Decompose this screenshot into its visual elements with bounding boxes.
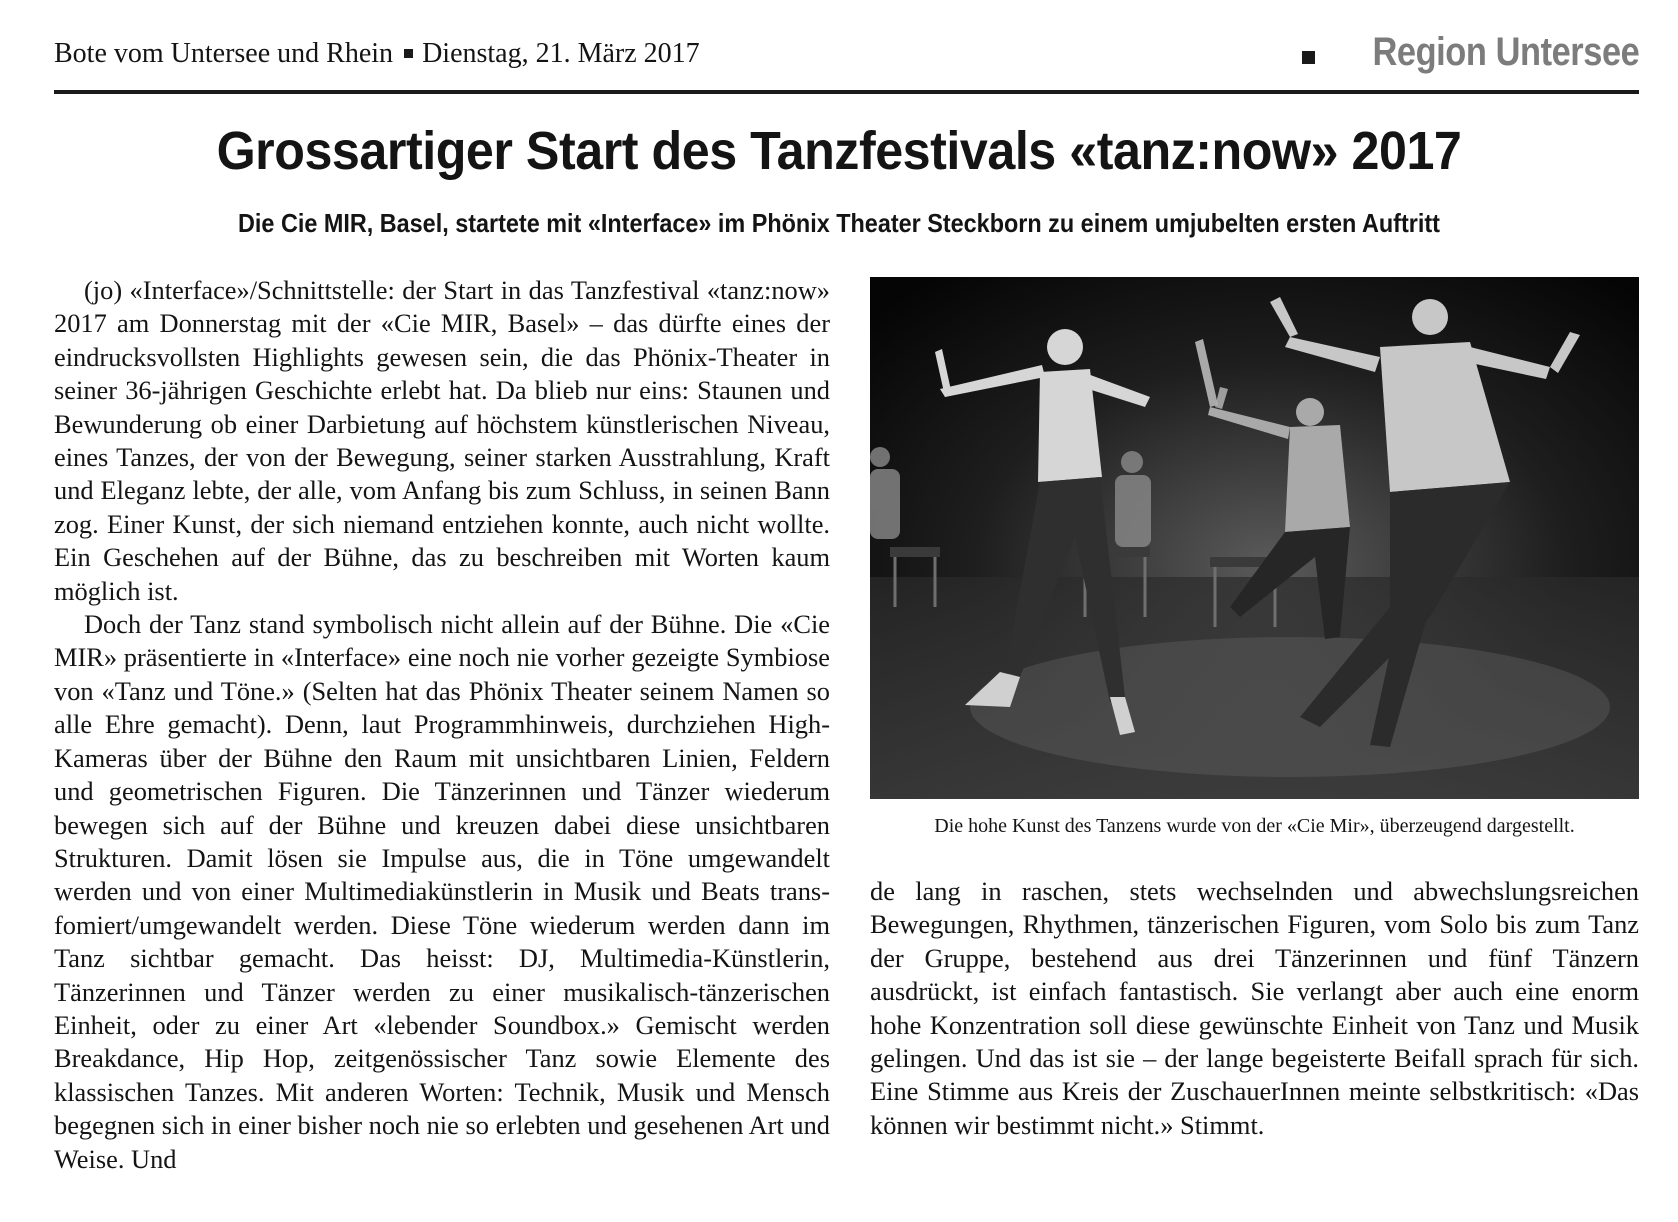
header-rule: [54, 90, 1639, 94]
article-paragraph: de lang in raschen, stets wechselnden und abwechslungsreichen Bewegungen, Rhythmen, tänzerischen Figuren, vom Solo bis zum Tanz der Gruppe, bestehend aus drei Tänzerinnen und fünf Tänzern ausdrückt, ist einfach fantastisch. Sie verlangt aber auch eine enorm hohe Konzentration soll diese gewünschte Einheit von Tanz und Musik gelingen. Und das ist sie – der lange begeisterte Beifall sprach für sich. Eine Stimme aus Kreis der ZuschauerInnen meinte selbstkritisch: «Das können wir bestimmt nicht.» Stimmt.: [870, 876, 1639, 1140]
square-bullet-icon: [404, 49, 413, 58]
masthead-left: [54, 38, 700, 70]
photo-caption: Die hohe Kunst des Tanzens wurde von der «Cie Mir», überzeugend dargestellt.: [934, 815, 1575, 837]
section-title: Region Untersee: [1372, 30, 1639, 74]
article-paragraph: Doch der Tanz stand symbolisch nicht allein auf der Bühne. Die «Cie MIR» präsentierte in «Interface» eine noch nie vorher gezeigte Symbiose von «Tanz und Töne.» (Selten hat das Phönix Theater seinem Namen so alle Ehre gemacht). Denn, laut Programmhinweis, durchziehen High-Kameras über der Bühne den Raum mit unsichtbaren Linien, Feldern und geometrischen Figuren. Die Tänzerinnen und Tänzer wiederum bewegen sich auf der Bühne und kreuzen dabei diese unsichtbaren Strukturen. Damit lösen sie Impulse aus, die in Töne umgewandelt werden und von einer Multimediakünstlerin in Musik und Beats transfomiert/umgewandelt werden. Diese Töne wiederum werden dann im Tanz sichtbar gemacht. Das heisst: DJ, Multimedia-Künstlerin, Tänzerinnen und Tänzer werden zu einer musikalisch-tänzerischen Einheit, oder zu einer Art «lebender Soundbox.» Gemischt werden Breakdance, Hip Hop, zeitgenössischer Tanz sowie Elemente des klassischen Tanzes. Mit anderen Worten: Technik, Musik und Mensch begegnen sich in einer bisher noch nie so erlebten und gesehenen Art und Weise. Und: [54, 609, 830, 1174]
article-subheadline: Die Cie MIR, Basel, startete mit «Interface» im Phönix Theater Steckborn zu einem umjubelten ersten Auftritt: [238, 208, 1440, 238]
issue-date: Dienstag, 21. März 2017: [422, 38, 700, 69]
section-header: [1302, 30, 1639, 75]
square-bullet-icon: [1302, 51, 1315, 64]
article-headline: Grossartiger Start des Tanzfestivals «tanz:now» 2017: [216, 121, 1462, 181]
dance-performance-photo: [870, 277, 1639, 799]
article-column-left: [54, 274, 830, 1176]
article-paragraph: (jo) «Interface»/Schnittstelle: der Start in das Tanzfestival «tanz:now» 2017 am Donnerstag mit der «Cie MIR, Basel» – das dürfte eines der eindrucksvollsten Highlights gewesen sein, die das Phönix-Theater in seiner 36-jährigen Geschichte erlebt hat. Da blieb nur eins: Staunen und Bewunderung ob einer Darbietung auf höchstem künstlerischen Niveau, eines Tanzes, der von der Bewegung, seiner starken Ausstrahlung, Kraft und Eleganz lebte, der alle, vom Anfang bis zum Schluss, in seinen Bann zog. Einer Kunst, der sich niemand entziehen konnte, auch nicht wollte. Ein Geschehen auf der Bühne, das zu beschreiben mit Worten kaum möglich ist.: [54, 275, 830, 606]
article-column-right: [870, 875, 1639, 1142]
publication-name: Bote vom Untersee und Rhein: [54, 38, 394, 69]
